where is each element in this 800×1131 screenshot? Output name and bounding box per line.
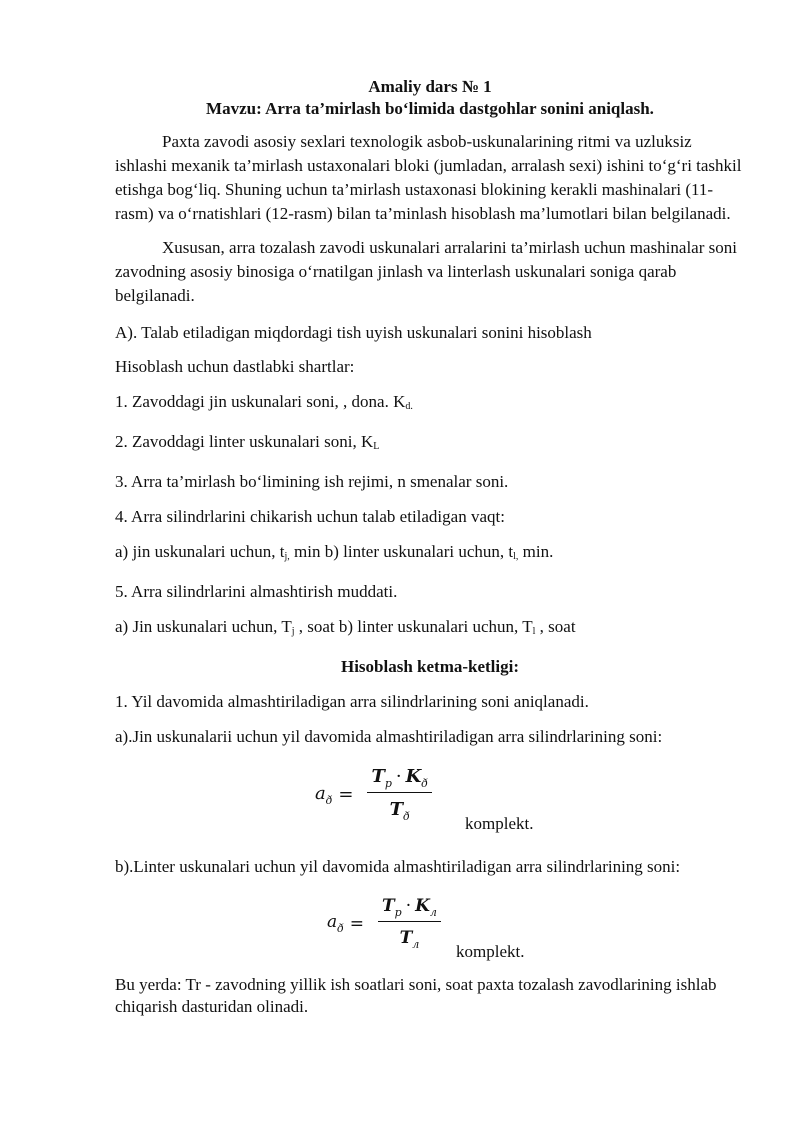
formula-1-fraction: $\frac{T_p \cdot K_ð}{T_ð}$ bbox=[367, 766, 431, 823]
formula-1: $a_ð$ = $\frac{T_p \cdot K_ð}{T_ð}$ bbox=[315, 766, 432, 823]
condition-2-sub: L bbox=[373, 441, 380, 452]
footer-note: Bu yerda: Tr - zavodning yillik ish soatlari soni, soat paxta tozalash zavodlarining ishlab chiqarish dasturidan olinadi. bbox=[115, 975, 717, 1016]
formula-2-lhs: $a_ð$ bbox=[327, 912, 344, 935]
condition-3: 3. Arra ta’mirlash bo‘limining ish rejimi, n smenalar soni. bbox=[115, 472, 509, 491]
condition-1-sub: d. bbox=[405, 401, 413, 412]
condition-2-text: 2. Zavoddagi linter uskunalari soni, K bbox=[115, 432, 374, 451]
formula-2-fraction: $\frac{T_p \cdot K_л}{T_л}$ bbox=[378, 896, 441, 951]
condition-5a-pre: a) Jin uskunalari uchun, T bbox=[115, 617, 292, 636]
formula-2: $a_ð$ = $\frac{T_p \cdot K_л}{T_л}$ bbox=[327, 896, 441, 951]
condition-1 bbox=[115, 391, 745, 418]
formula-2-block bbox=[115, 878, 745, 974]
condition-4a-end: min. bbox=[518, 542, 554, 561]
section-a-heading: A). Talab etiladigan miqdordagi tish uyish uskunalari sonini hisoblash bbox=[115, 323, 592, 342]
condition-4a-mid: min b) linter uskunalari uchun, t bbox=[289, 542, 514, 561]
intro-paragraph-2: Xususan, arra tozalash zavodi uskunalari arralarini ta’mirlash uchun mashinalar soni zavodning asosiy binosiga o‘rnatilgan jinlash va linterlash uskunalari soniga qarab belgilanadi. bbox=[115, 238, 737, 305]
condition-5a bbox=[115, 616, 745, 643]
formula-1-block bbox=[115, 748, 745, 856]
condition-5a-end: , soat bbox=[535, 617, 576, 636]
step-1: 1. Yil davomida almashtiriladigan arra silindrlarining soni aniqlanadi. bbox=[115, 692, 589, 711]
document-subtitle: Mavzu: Arra ta’mirlash bo‘limida dastgohlar sonini aniqlash. bbox=[206, 99, 654, 118]
condition-5: 5. Arra silindrlarini almashtirish muddati. bbox=[115, 582, 398, 601]
formula-1-lhs: $a_ð$ bbox=[315, 782, 333, 807]
condition-5a-sub: j bbox=[291, 626, 295, 637]
step-1b: b).Linter uskunalari uchun yil davomida almashtiriladigan arra silindrlarining soni: bbox=[115, 857, 681, 876]
condition-5a-sub2: l bbox=[532, 626, 536, 637]
initial-conditions-label: Hisoblash uchun dastlabki shartlar: bbox=[115, 357, 355, 376]
formula-1-unit: komplekt. bbox=[465, 814, 534, 833]
step-1a: a).Jin uskunalarii uchun yil davomida almashtiriladigan arra silindrlarining soni: bbox=[115, 727, 663, 746]
sequence-heading: Hisoblash ketma-ketligi: bbox=[340, 657, 520, 676]
condition-5a-mid: , soat b) linter uskunalari uchun, T bbox=[294, 617, 533, 636]
formula-2-unit: komplekt. bbox=[456, 942, 525, 961]
document-page bbox=[115, 76, 745, 1018]
intro-paragraph-1: Paxta zavodi asosiy sexlari texnologik asbob-uskunalarining ritmi va uzluksiz ishlashi mexanik ta’mirlash ustaxonalari bloki (jumladan, arralash sexi) ishini to‘g‘ri tashkil etishga bog‘liq. Shuning uchun ta’mirlash ustaxonasi blokining kerakli mashinalari (11-rasm) va o‘rnatishlari (12-rasm) bilan ta’minlash hisoblash ma’lumotlari bilan belgilanadi. bbox=[115, 132, 742, 223]
condition-4a-sub: j, bbox=[284, 551, 290, 562]
condition-4a-pre: a) jin uskunalari uchun, t bbox=[115, 542, 285, 561]
condition-4a-sub2: l, bbox=[513, 551, 519, 562]
condition-1-text: 1. Zavoddagi jin uskunalari soni, , dona. K bbox=[115, 392, 406, 411]
document-title: Amaliy dars № 1 bbox=[368, 77, 492, 96]
condition-4a bbox=[115, 541, 745, 568]
condition-2 bbox=[115, 431, 745, 458]
condition-4: 4. Arra silindrlarini chikarish uchun talab etiladigan vaqt: bbox=[115, 507, 505, 526]
